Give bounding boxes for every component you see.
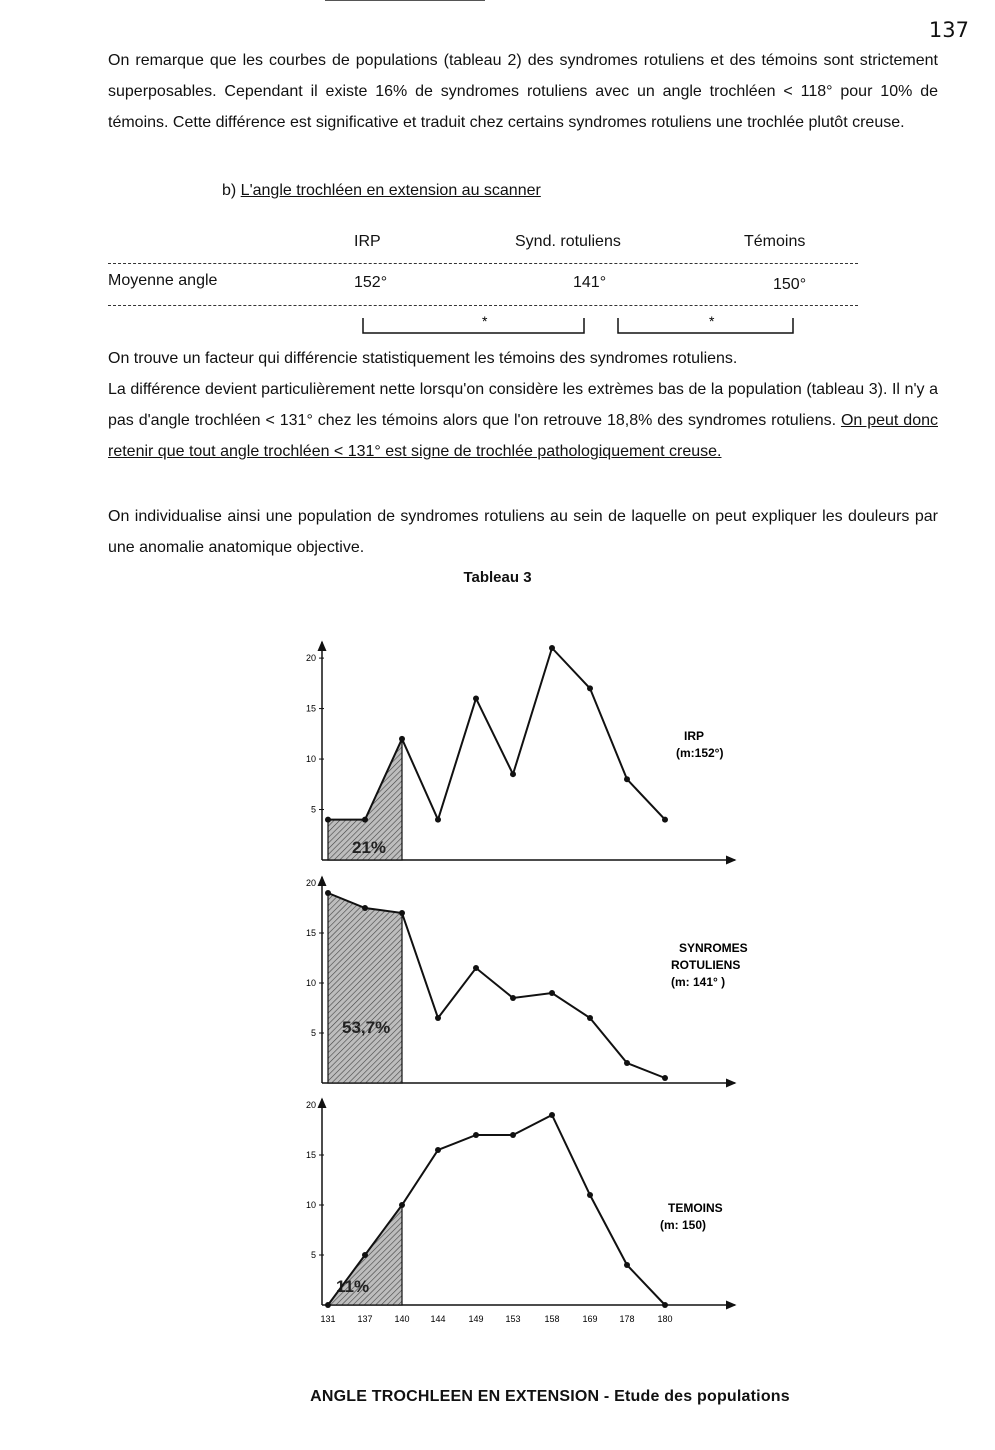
- charts-group: [306, 642, 748, 1324]
- data-point: [435, 1015, 441, 1021]
- y-tick-label: 20: [305, 1100, 316, 1110]
- shaded-area-label: 11%: [336, 1277, 370, 1296]
- data-point: [399, 910, 405, 916]
- x-tick-label: 153: [505, 1314, 521, 1324]
- data-point: [435, 1147, 441, 1153]
- page-footer: ANGLE TROCHLEEN EN EXTENSION - Etude des populations: [310, 1388, 790, 1405]
- data-point: [473, 965, 479, 971]
- y-tick-label: 10: [305, 1200, 316, 1210]
- x-tick-label: 137: [357, 1314, 373, 1324]
- table-row-label: Moyenne angle: [108, 272, 218, 289]
- chart-panel-1: [306, 642, 735, 860]
- chart-panel-2: [306, 877, 748, 1083]
- significance-star-2: *: [709, 313, 715, 329]
- data-point: [587, 685, 593, 691]
- table-caption: Tableau 3: [463, 569, 532, 586]
- paragraph-intro: On remarque que les courbes de populations (tableau 2) des syndromes rotuliens et des témoins sont strictement superposables. Cependant il existe 16% de syndromes rotuliens avec un angle trochléen < 118° pour 10% de témoins. Cette différence est significative et traduit chez certains syndromes rotuliens une trochlée plutôt creuse.: [108, 52, 938, 131]
- y-tick-label: 10: [305, 978, 316, 988]
- data-point: [510, 771, 516, 777]
- data-point: [587, 1192, 593, 1198]
- data-point: [624, 776, 630, 782]
- y-tick-label: 5: [310, 1250, 316, 1260]
- data-point: [662, 1302, 668, 1308]
- bracket-irp-synd: [363, 318, 584, 333]
- x-tick-label: 140: [394, 1314, 410, 1324]
- data-point: [549, 990, 555, 996]
- shaded-area-label: 53,7%: [342, 1018, 391, 1037]
- bracket-synd-temoins: [618, 318, 793, 333]
- x-tick-label: 178: [619, 1314, 635, 1324]
- x-tick-label: 144: [430, 1314, 446, 1324]
- series-annotation: SYNROMES: [679, 941, 748, 955]
- subtitle-prefix: b): [222, 182, 241, 199]
- y-tick-label: 15: [305, 928, 316, 938]
- x-tick-label: 131: [320, 1314, 336, 1324]
- significance-brackets: [363, 313, 793, 333]
- x-tick-label: 180: [657, 1314, 673, 1324]
- x-tick-label: 158: [544, 1314, 560, 1324]
- subtitle-text: L'angle trochléen en extension au scanner: [240, 182, 541, 199]
- y-tick-label: 5: [310, 1028, 316, 1038]
- data-point: [549, 645, 555, 651]
- significance-star-1: *: [482, 313, 488, 329]
- data-point: [473, 695, 479, 701]
- series-annotation: (m:152°): [676, 746, 724, 760]
- data-point: [624, 1060, 630, 1066]
- x-tick-label: 169: [582, 1314, 598, 1324]
- table-header-synd: Synd. rotuliens: [515, 233, 621, 250]
- results-conclusion: On peut donc retenir que tout angle trochléen < 131° est signe de trochlée pathologiquement creuse.: [108, 412, 938, 460]
- data-point: [399, 1202, 405, 1208]
- table-cell-synd: 141°: [573, 274, 607, 291]
- data-point: [362, 817, 368, 823]
- data-point: [362, 905, 368, 911]
- y-tick-label: 15: [305, 1150, 316, 1160]
- y-tick-label: 10: [305, 754, 316, 765]
- y-tick-label: 20: [305, 653, 316, 664]
- results-line-1: On trouve un facteur qui différencie statistiquement les témoins des syndromes rotuliens.: [108, 350, 738, 367]
- table-header-temoins: Témoins: [744, 233, 806, 250]
- chart-panel-3: [306, 1099, 735, 1324]
- data-point: [510, 1132, 516, 1138]
- data-point: [399, 736, 405, 742]
- results-line-2: La différence devient particulièrement nette lorsqu'on considère les extrèmes bas de la population (tableau 3). Il n'y a pas d'angle trochléen < 131° chez les témoins alors que l'on retrouve 18,8% des syndromes rotuliens.: [108, 381, 938, 429]
- data-point: [325, 1302, 331, 1308]
- data-point: [624, 1262, 630, 1268]
- data-point: [325, 817, 331, 823]
- x-tick-label: 149: [468, 1314, 484, 1324]
- page-number: 137: [928, 18, 969, 42]
- data-point: [510, 995, 516, 1001]
- data-point: [662, 1075, 668, 1081]
- table-cell-temoins: 150°: [773, 276, 807, 293]
- data-point: [362, 1252, 368, 1258]
- shaded-area-label: 21%: [352, 838, 387, 857]
- series-annotation: IRP: [684, 729, 705, 743]
- data-point: [473, 1132, 479, 1138]
- y-tick-label: 5: [310, 804, 316, 815]
- data-point: [325, 890, 331, 896]
- data-point: [435, 817, 441, 823]
- series-annotation: ROTULIENS: [671, 958, 741, 972]
- y-tick-label: 15: [305, 703, 316, 714]
- table-cell-irp: 152°: [354, 274, 388, 291]
- paragraph-conclusion: On individualise ainsi une population de syndromes rotuliens au sein de laquelle on peut expliquer les douleurs par une anomalie anatomique objective.: [108, 508, 938, 556]
- data-point: [662, 817, 668, 823]
- data-point: [587, 1015, 593, 1021]
- table-header-irp: IRP: [354, 233, 381, 250]
- series-annotation: (m: 150): [660, 1218, 707, 1232]
- series-annotation: (m: 141° ): [671, 975, 726, 989]
- data-point: [549, 1112, 555, 1118]
- shaded-area: [328, 893, 402, 1083]
- series-annotation: TEMOINS: [668, 1201, 723, 1215]
- y-tick-label: 20: [305, 878, 316, 888]
